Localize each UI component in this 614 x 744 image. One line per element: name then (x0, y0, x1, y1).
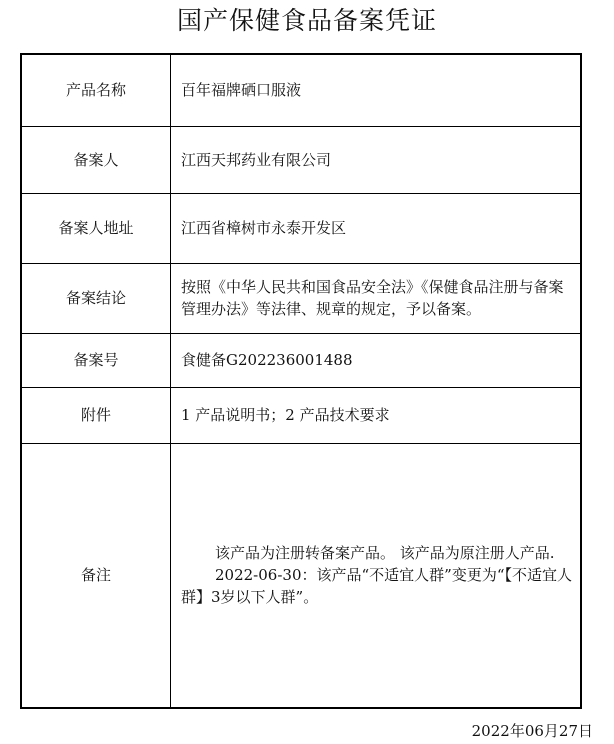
label-record-number: 备案号 (21, 333, 171, 387)
label-attachments: 附件 (21, 387, 171, 443)
value-attachments: 1 产品说明书；2 产品技术要求 (171, 387, 582, 443)
value-filer: 江西天邦药业有限公司 (171, 126, 582, 193)
remark-line-2: 2022-06-30：该产品“不适宜人群”变更为“【不适宜人群】3岁以下人群”。 (181, 566, 572, 607)
label-remarks: 备注 (21, 443, 171, 708)
table-row-filer (21, 126, 581, 193)
label-filer-address: 备案人地址 (21, 193, 171, 263)
table-row-attachments (21, 387, 581, 443)
document-title: 国产保健食品备案凭证 (176, 6, 437, 35)
value-product-name: 百年福牌硒口服液 (171, 54, 582, 126)
table-row-product-name (21, 54, 581, 126)
label-conclusion: 备案结论 (21, 263, 171, 333)
table-row-filer-address (21, 193, 581, 263)
value-remarks (171, 443, 582, 708)
table-row-remarks (21, 443, 581, 708)
label-product-name: 产品名称 (21, 54, 171, 126)
record-table (20, 53, 582, 709)
value-record-number: 食健备G202236001488 (171, 333, 582, 387)
table-row-record-number (21, 333, 581, 387)
issue-date: 2022年06月27日 (471, 722, 593, 740)
value-conclusion: 按照《中华人民共和国食品安全法》《保健食品注册与备案管理办法》等法律、规章的规定，予以备案。 (171, 263, 582, 333)
label-filer: 备案人 (21, 126, 171, 193)
remark-line-1: 该产品为注册转备案产品。 该产品为原注册人产品. (215, 544, 555, 563)
value-filer-address: 江西省樟树市永泰开发区 (171, 193, 582, 263)
table-row-conclusion (21, 263, 581, 333)
